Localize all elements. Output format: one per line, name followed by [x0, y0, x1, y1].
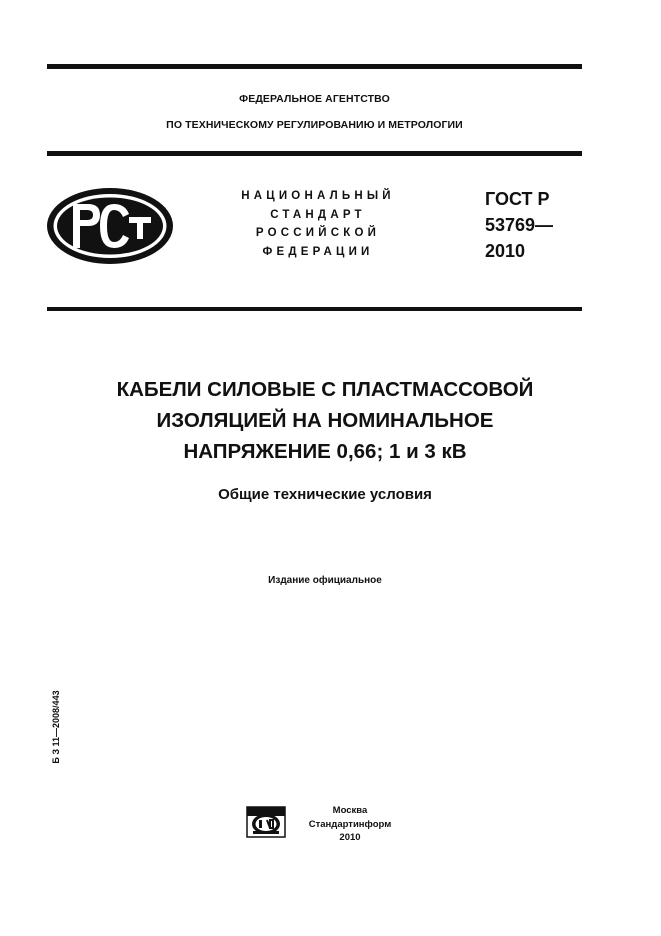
header-rule — [47, 151, 582, 156]
standard-code — [485, 186, 553, 264]
standard-block-rule — [47, 307, 582, 311]
document-title-line: ИЗОЛЯЦИЕЙ НА НОМИНАЛЬНОЕ — [156, 409, 494, 432]
standard-code-line: 2010 — [485, 241, 526, 261]
national-standard-line: НАЦИОНАЛЬНЫЙ — [241, 190, 395, 202]
national-standard-line: РОССИЙСКОЙ — [255, 227, 381, 239]
document-title — [47, 374, 603, 467]
document-subtitle: Общие технические условия — [218, 486, 432, 503]
national-standard-label — [218, 187, 418, 261]
publisher-name: Стандартинформ — [308, 818, 392, 830]
document-title-line: КАБЕЛИ СИЛОВЫЕ С ПЛАСТМАССОВОЙ — [116, 378, 534, 401]
edition-label: Издание официальное — [268, 575, 382, 586]
document-title-line: НАПРЯЖЕНИЕ 0,66; 1 и 3 кВ — [183, 440, 467, 463]
national-standard-line: СТАНДАРТ — [270, 208, 366, 221]
standard-code-line: ГОСТ Р — [485, 189, 550, 209]
top-rule — [47, 64, 582, 69]
rst-gost-mark-icon — [45, 186, 175, 266]
national-standard-line: ФЕДЕРАЦИИ — [262, 245, 374, 258]
agency-line-2: ПО ТЕХНИЧЕСКОМУ РЕГУЛИРОВАНИЮ И МЕТРОЛОГИИ — [166, 119, 463, 131]
publisher-info — [300, 804, 400, 845]
publisher-city: Москва — [332, 805, 368, 816]
standartinform-logo-icon — [246, 806, 286, 838]
publisher-year: 2010 — [339, 832, 361, 843]
standard-code-line: 53769— — [485, 215, 554, 235]
agency-line-1: ФЕДЕРАЛЬНОЕ АГЕНТСТВО — [239, 93, 390, 105]
side-note-text: Б З 11—2008/443 — [51, 690, 61, 764]
